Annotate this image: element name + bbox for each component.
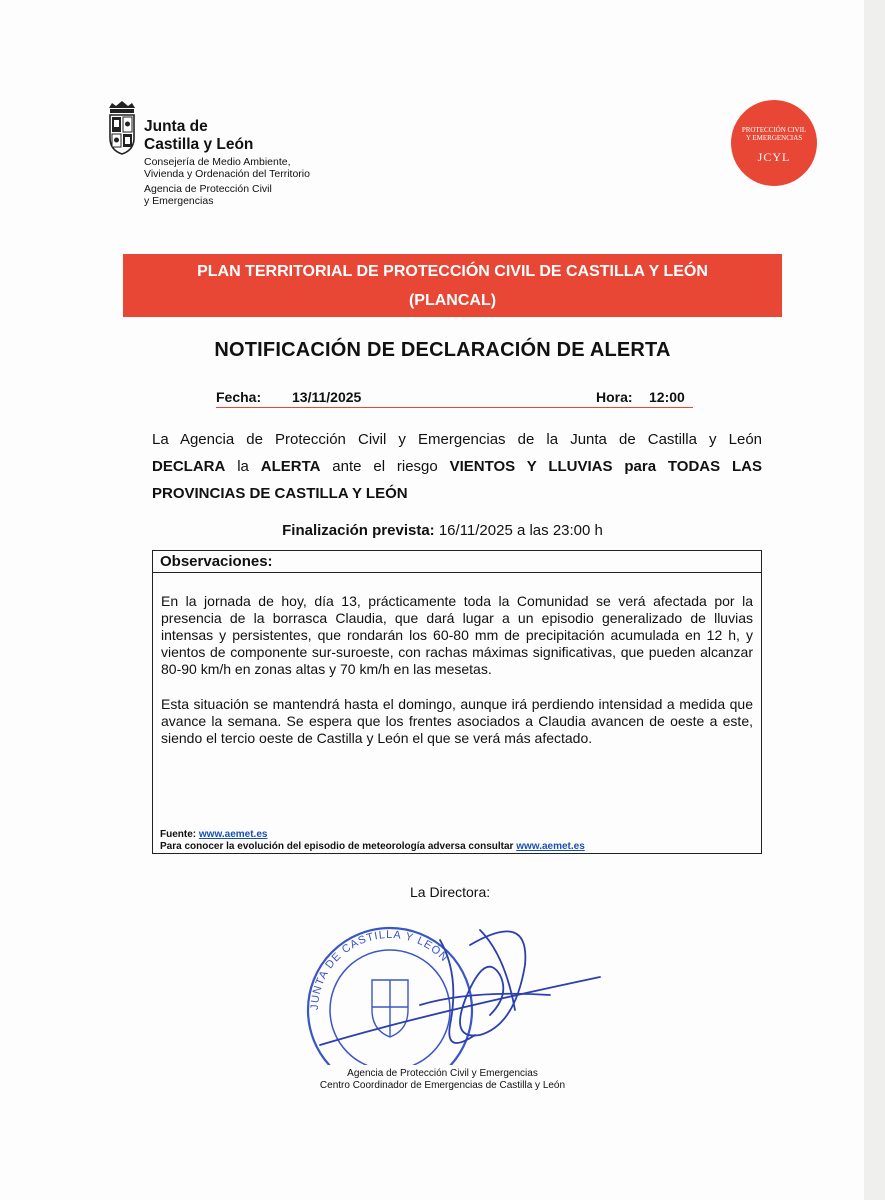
banner-line2: (PLANCAL): [408, 292, 497, 309]
official-stamp-and-signature: [300, 915, 610, 1065]
junta-logo-block: [106, 100, 366, 210]
department-line1: Consejería de Medio Ambiente,: [144, 156, 291, 168]
observaciones-paragraph: Esta situación se mantendrá hasta el domingo, aunque irá perdiendo intensidad a medida que avance la semana. Se espera que los frentes asociados a Claudia avancen de oeste a este, siendo el tercio oeste de Castilla y León el que se verá más afectado.: [161, 696, 753, 746]
document-footer: [0, 1068, 885, 1092]
declaration-riesgo: ante el riesgo: [320, 458, 450, 475]
declaration-text: [152, 426, 762, 507]
badge-line1: PROTECCIÓN CIVIL: [741, 126, 807, 134]
svg-text:JUNTA DE CASTILLA Y LEÓN: [309, 929, 451, 1010]
badge-text: [731, 126, 817, 142]
observaciones-footer: [160, 829, 585, 853]
junta-name-line1: Junta de: [144, 118, 208, 135]
badge-jcyl: JCYL: [757, 150, 791, 164]
agency-line2: y Emergencias: [144, 195, 214, 207]
banner-line1: PLAN TERRITORIAL DE PROTECCIÓN CIVIL DE CASTILLA Y LEÓN: [197, 263, 708, 280]
agency-line1: Agencia de Protección Civil: [144, 183, 272, 195]
finalizacion-prevista: [0, 522, 885, 539]
fecha-value: 13/11/2025: [292, 389, 362, 405]
affected-area: PROVINCIAS DE CASTILLA Y LEÓN: [152, 485, 408, 502]
hora-value: 12:00: [649, 389, 685, 405]
fecha-label: Fecha:: [216, 389, 262, 405]
document-title: NOTIFICACIÓN DE DECLARACIÓN DE ALERTA: [214, 339, 671, 361]
finalizacion-value: 16/11/2025 a las 23:00 h: [434, 522, 603, 539]
proteccion-civil-logo: [731, 100, 817, 186]
badge-line2: Y EMERGENCIAS: [745, 134, 803, 142]
fuente-link[interactable]: www.aemet.es: [198, 829, 268, 840]
observaciones-heading: Observaciones:: [153, 551, 761, 573]
consultar-text: Para conocer la evolución del episodio de meteorología adversa consultar: [160, 841, 517, 852]
declaration-line2: [152, 453, 762, 480]
footer-line1: Agencia de Protección Civil y Emergencias: [347, 1068, 538, 1079]
signatory-role: La Directora:: [410, 884, 491, 900]
consultar-link[interactable]: www.aemet.es: [516, 841, 585, 852]
fuente-label: Fuente:: [160, 829, 199, 840]
risk-type: VIENTOS Y LLUVIAS para TODAS LAS: [449, 458, 762, 475]
plan-banner: [123, 254, 782, 317]
declaration-connector: la: [225, 458, 261, 475]
stamp-text: JUNTA DE CASTILLA Y LEÓN: [308, 928, 451, 1011]
alerta-word: ALERTA: [260, 458, 321, 475]
finalizacion-label: Finalización prevista:: [282, 522, 435, 539]
footer-line2: Centro Coordinador de Emergencias de Castilla y León: [319, 1080, 566, 1091]
junta-department: [144, 156, 364, 207]
declara-word: DECLARA: [152, 458, 226, 475]
hora-label: Hora:: [596, 389, 633, 405]
page-edge: [864, 0, 885, 1200]
junta-name: [144, 118, 253, 154]
coat-of-arms-icon: [106, 100, 138, 156]
date-time-row: [216, 389, 693, 408]
observaciones-paragraph: En la jornada de hoy, día 13, prácticamente toda la Comunidad se verá afectada por la presencia de la borrasca Claudia, que dará lugar a un episodio generalizado de lluvias intensas y persistentes, que rondarán los 60-80 mm de precipitación acumulada en 12 h, y vientos de componente sur-suroeste, con rachas máximas significativas, que pueden alcanzar 80-90 km/h en zonas altas y 70 km/h en las mesetas.: [161, 593, 753, 677]
observaciones-box: [152, 550, 762, 854]
department-line2: Vivienda y Ordenación del Territorio: [144, 168, 310, 180]
junta-name-line2: Castilla y León: [144, 136, 254, 153]
declaration-line1: La Agencia de Protección Civil y Emergencias de la Junta de Castilla y León: [152, 431, 762, 448]
